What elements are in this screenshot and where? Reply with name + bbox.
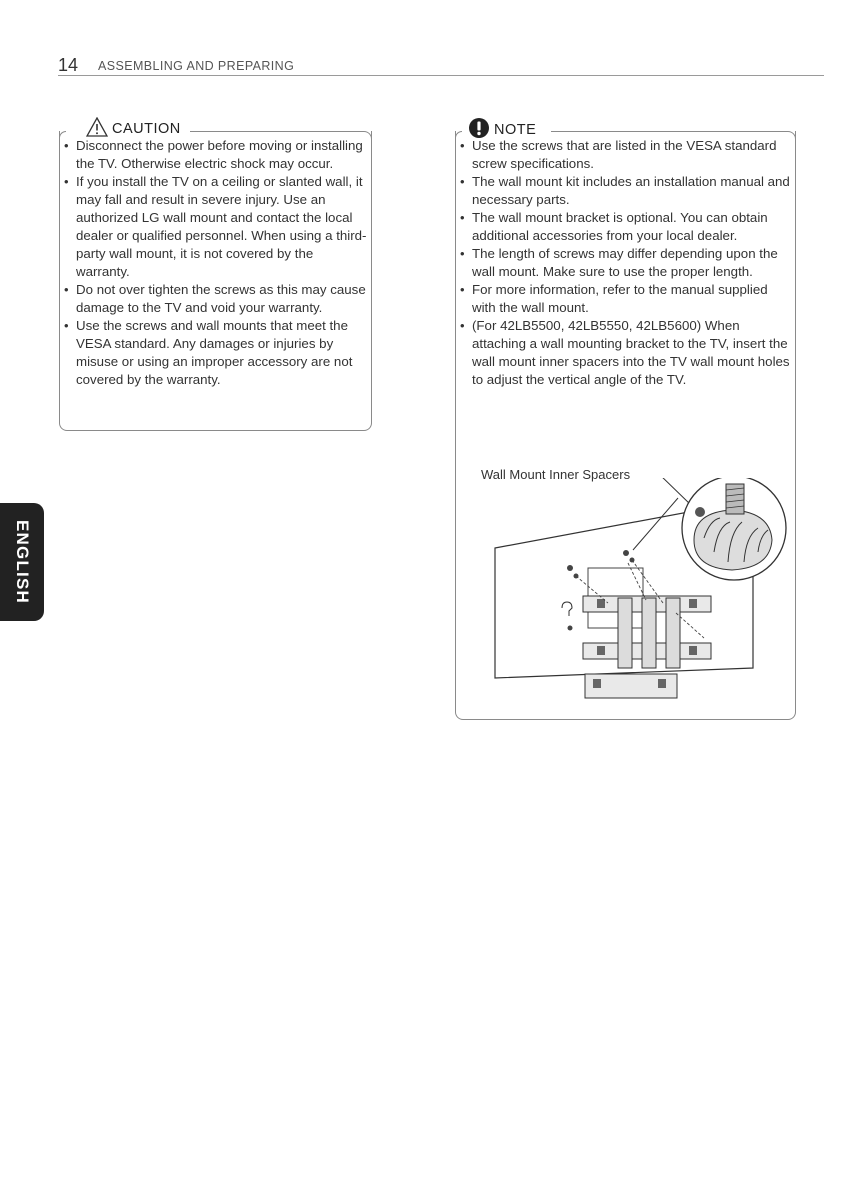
- list-item: • The wall mount bracket is optional. You can obtain additional accessories from your local dealer.: [459, 209, 792, 245]
- list-item: • Use the screws that are listed in the VESA standard screw specifications.: [459, 137, 792, 173]
- language-tab-label: ENGLISH: [13, 520, 32, 604]
- list-item: • Do not over tighten the screws as this may cause damage to the TV and void your warranty.: [63, 281, 368, 317]
- list-item: • (For 42LB5500, 42LB5550, 42LB5600) When attaching a wall mounting bracket to the TV, insert the wall mount inner spacers into the TV wall mount holes to adjust the vertical angle of the TV.: [459, 317, 792, 389]
- page-header: [58, 55, 824, 76]
- list-item: • Use the screws and wall mounts that meet the VESA standard. Any damages or injuries by misuse or using an improper accessory are not covered by the warranty.: [63, 317, 368, 389]
- caution-title: CAUTION: [112, 121, 181, 137]
- note-list: [459, 137, 792, 389]
- section-title: ASSEMBLING AND PREPARING: [98, 59, 295, 73]
- note-title: NOTE: [494, 122, 537, 138]
- list-item: • Disconnect the power before moving or installing the TV. Otherwise electric shock may occur.: [63, 137, 368, 173]
- list-item: • The wall mount kit includes an installation manual and necessary parts.: [459, 173, 792, 209]
- page-number: 14: [58, 55, 79, 75]
- language-tab: [0, 503, 44, 621]
- list-item: • For more information, refer to the manual supplied with the wall mount.: [459, 281, 792, 317]
- list-item: • The length of screws may differ depending upon the wall mount. Make sure to use the proper length.: [459, 245, 792, 281]
- caution-list: [63, 137, 368, 389]
- list-item: • If you install the TV on a ceiling or slanted wall, it may fall and result in severe injury. Use an authorized LG wall mount and contact the local dealer or qualified personnel. When using a third-party wall mount, it is not covered by the warranty.: [63, 173, 368, 281]
- wall-mount-diagram: [478, 478, 798, 708]
- diagram-label: Wall Mount Inner Spacers: [481, 467, 631, 482]
